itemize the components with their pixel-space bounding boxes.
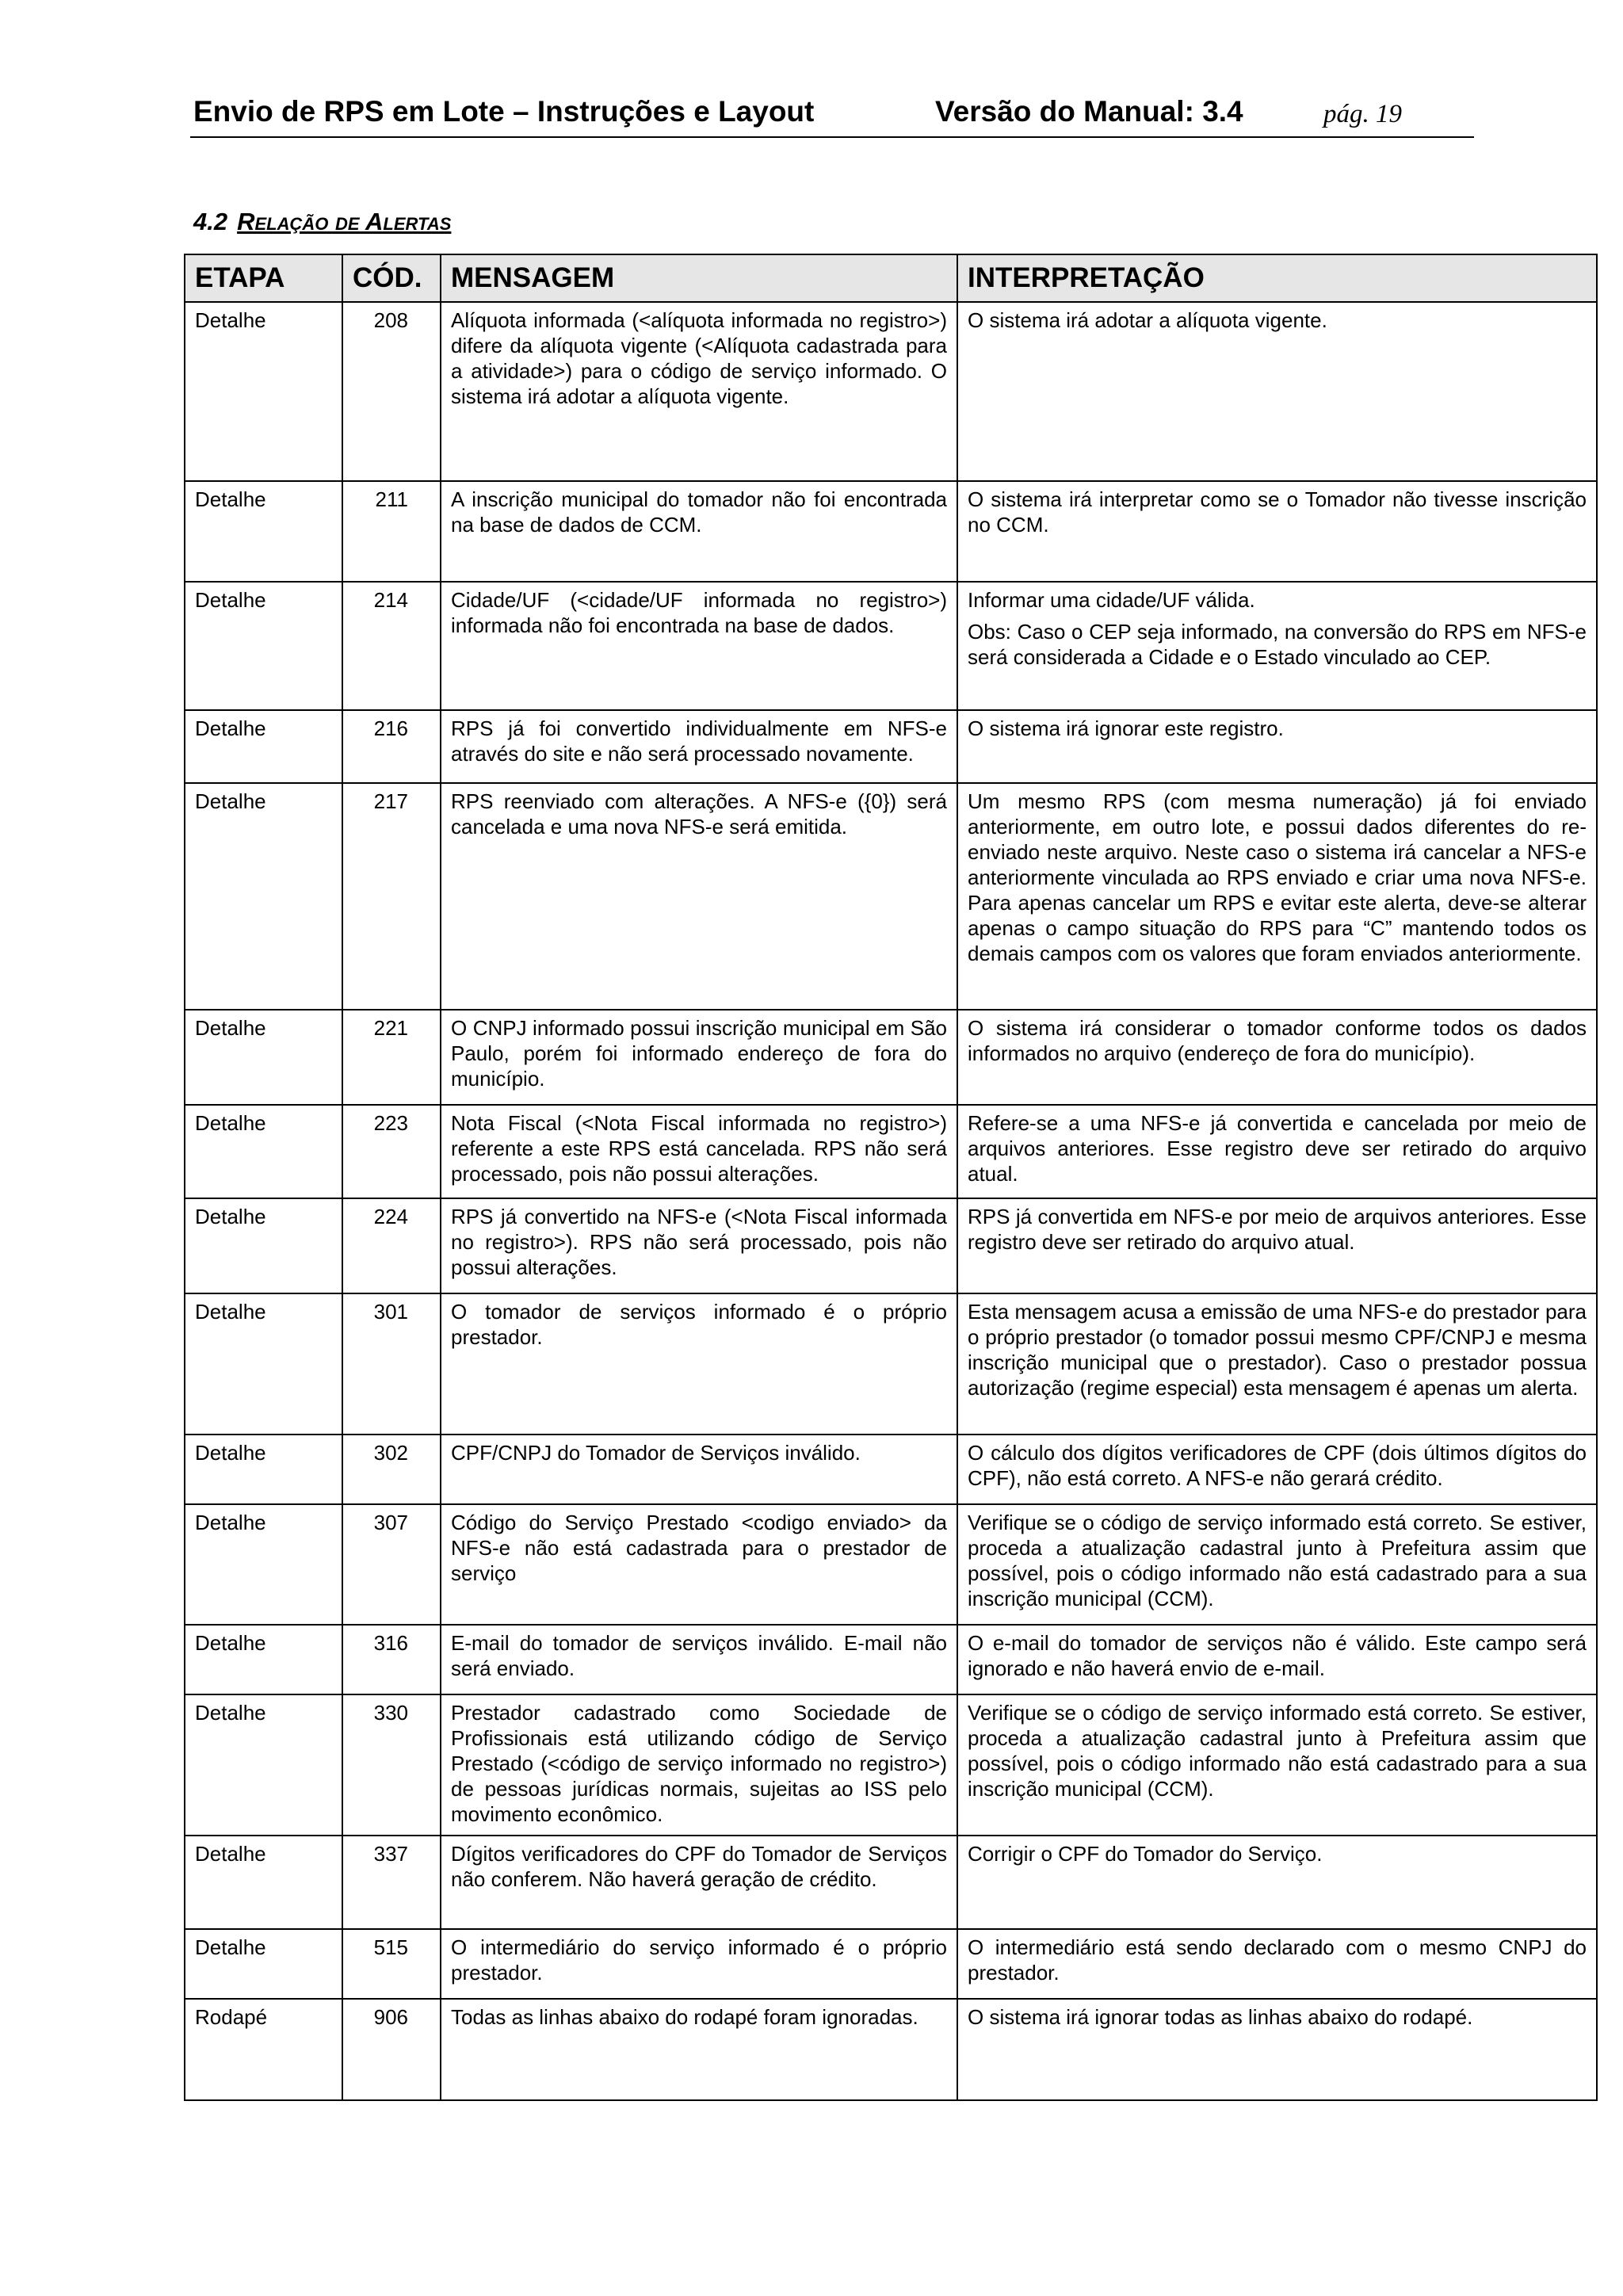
etapa-cell: Detalhe <box>185 582 342 710</box>
interpretation-cell <box>957 1929 1597 1999</box>
message-cell: Prestador cadastrado como Sociedade de Profissionais está utilizando código de Serviço Prestado (<código de serviço informado no registro>) de pessoas jurídicas normais, sujeitas ao ISS pelo movimento econômico. <box>441 1694 957 1836</box>
interpretation-text: Refere-se a uma NFS-e já convertida e cancelada por meio de arquivos anteriores. Esse registro deve ser retirado do arquivo atual. <box>968 1111 1587 1186</box>
code-cell: 211 <box>342 481 441 582</box>
page-number: pág. 19 <box>1323 100 1402 128</box>
code-cell: 214 <box>342 582 441 710</box>
column-header-mensagem: MENSAGEM <box>441 254 957 302</box>
interpretation-text: Obs: Caso o CEP seja informado, na conversão do RPS em NFS-e será considerada a Cidade e o Estado vinculado ao CEP. <box>968 620 1587 669</box>
interpretation-text: O sistema irá ignorar este registro. <box>968 716 1284 740</box>
table-row <box>185 1694 1597 1836</box>
table-row <box>185 1929 1597 1999</box>
etapa-cell: Detalhe <box>185 302 342 481</box>
code-cell: 337 <box>342 1836 441 1929</box>
interpretation-text: Informar uma cidade/UF válida. <box>968 588 1255 612</box>
message-cell: A inscrição municipal do tomador não foi encontrada na base de dados de CCM. <box>441 481 957 582</box>
etapa-cell: Detalhe <box>185 710 342 783</box>
interpretation-cell <box>957 1836 1597 1929</box>
interpretation-text: O sistema irá interpretar como se o Tomador não tivesse inscrição no CCM. <box>968 487 1587 537</box>
etapa-cell: Detalhe <box>185 481 342 582</box>
section-title: Relação de Alertas <box>237 208 452 235</box>
interpretation-text: Verifique se o código de serviço informado está correto. Se estiver, proceda a atualização cadastral junto à Prefeitura assim que possível, pois o código informado não está cadastrado para a sua inscrição municipal (CCM). <box>968 1701 1587 1801</box>
interpretation-cell <box>957 1198 1597 1293</box>
interpretation-text: O e-mail do tomador de serviços não é válido. Este campo será ignorado e não haverá envio de e-mail. <box>968 1631 1587 1680</box>
interpretation-text: O intermediário está sendo declarado com o mesmo CNPJ do prestador. <box>968 1935 1587 1985</box>
table-row <box>185 1293 1597 1435</box>
table-row <box>185 1105 1597 1198</box>
column-header-cod: CÓD. <box>342 254 441 302</box>
code-cell: 316 <box>342 1625 441 1694</box>
interpretation-cell <box>957 1435 1597 1504</box>
interpretation-cell <box>957 582 1597 710</box>
etapa-cell: Detalhe <box>185 1198 342 1293</box>
table-row <box>185 302 1597 481</box>
interpretation-cell <box>957 1625 1597 1694</box>
interpretation-cell <box>957 1504 1597 1625</box>
document-title: Envio de RPS em Lote – Instruções e Layout <box>193 95 815 128</box>
table-row <box>185 1999 1597 2100</box>
message-cell: O CNPJ informado possui inscrição municipal em São Paulo, porém foi informado endereço de fora do município. <box>441 1010 957 1105</box>
table-header-row <box>185 254 1597 302</box>
table-row <box>185 1010 1597 1105</box>
etapa-cell: Detalhe <box>185 1293 342 1435</box>
interpretation-text: Corrigir o CPF do Tomador do Serviço. <box>968 1842 1323 1866</box>
etapa-cell: Rodapé <box>185 1999 342 2100</box>
interpretation-text: Esta mensagem acusa a emissão de uma NFS-e do prestador para o próprio prestador (o tomador possui mesmo CPF/CNPJ e mesma inscrição municipal que o prestador). Caso o prestador possua autorização (regime especial) esta mensagem é apenas um alerta. <box>968 1300 1587 1400</box>
message-cell: E-mail do tomador de serviços inválido. E-mail não será enviado. <box>441 1625 957 1694</box>
code-cell: 301 <box>342 1293 441 1435</box>
table-row <box>185 582 1597 710</box>
interpretation-cell <box>957 783 1597 1010</box>
code-cell: 302 <box>342 1435 441 1504</box>
code-cell: 906 <box>342 1999 441 2100</box>
message-cell: RPS já convertido na NFS-e (<Nota Fiscal informada no registro>). RPS não será processado, pois não possui alterações. <box>441 1198 957 1293</box>
code-cell: 221 <box>342 1010 441 1105</box>
table-row <box>185 710 1597 783</box>
page-header <box>190 94 1474 138</box>
interpretation-text: RPS já convertida em NFS-e por meio de arquivos anteriores. Esse registro deve ser retirado do arquivo atual. <box>968 1205 1587 1254</box>
code-cell: 223 <box>342 1105 441 1198</box>
etapa-cell: Detalhe <box>185 1010 342 1105</box>
interpretation-cell <box>957 1999 1597 2100</box>
interpretation-cell <box>957 1694 1597 1836</box>
table-row <box>185 783 1597 1010</box>
manual-version: Versão do Manual: 3.4 <box>935 95 1243 128</box>
message-cell: Alíquota informada (<alíquota informada no registro>) difere da alíquota vigente (<Alíquota cadastrada para a atividade>) para o código de serviço informado. O sistema irá adotar a alíquota vigente. <box>441 302 957 481</box>
etapa-cell: Detalhe <box>185 1105 342 1198</box>
message-cell: O tomador de serviços informado é o próprio prestador. <box>441 1293 957 1435</box>
alerts-table <box>184 254 1598 2101</box>
etapa-cell: Detalhe <box>185 783 342 1010</box>
message-cell: O intermediário do serviço informado é o próprio prestador. <box>441 1929 957 1999</box>
etapa-cell: Detalhe <box>185 1929 342 1999</box>
column-header-interpretacao: INTERPRETAÇÃO <box>957 254 1597 302</box>
message-cell: RPS reenviado com alterações. A NFS-e ({0}) será cancelada e uma nova NFS-e será emitida. <box>441 783 957 1010</box>
etapa-cell: Detalhe <box>185 1836 342 1929</box>
interpretation-text: Verifique se o código de serviço informado está correto. Se estiver, proceda a atualização cadastral junto à Prefeitura assim que possível, pois o código informado não está cadastrado para a sua inscrição municipal (CCM). <box>968 1511 1587 1610</box>
table-row <box>185 1836 1597 1929</box>
message-cell: Código do Serviço Prestado <codigo enviado> da NFS-e não está cadastrada para o prestador de serviço <box>441 1504 957 1625</box>
interpretation-cell <box>957 710 1597 783</box>
etapa-cell: Detalhe <box>185 1625 342 1694</box>
code-cell: 217 <box>342 783 441 1010</box>
message-cell: Cidade/UF (<cidade/UF informada no registro>) informada não foi encontrada na base de dados. <box>441 582 957 710</box>
code-cell: 307 <box>342 1504 441 1625</box>
etapa-cell: Detalhe <box>185 1504 342 1625</box>
table-row <box>185 481 1597 582</box>
etapa-cell: Detalhe <box>185 1694 342 1836</box>
code-cell: 224 <box>342 1198 441 1293</box>
interpretation-cell <box>957 1010 1597 1105</box>
etapa-cell: Detalhe <box>185 1435 342 1504</box>
table-row <box>185 1198 1597 1293</box>
interpretation-cell <box>957 1105 1597 1198</box>
table-row <box>185 1435 1597 1504</box>
table-row <box>185 1504 1597 1625</box>
message-cell: Nota Fiscal (<Nota Fiscal informada no registro>) referente a este RPS está cancelada. RPS não será processado, pois não possui alterações. <box>441 1105 957 1198</box>
interpretation-text: O sistema irá considerar o tomador conforme todos os dados informados no arquivo (endereço de fora do município). <box>968 1016 1587 1065</box>
interpretation-text: Um mesmo RPS (com mesma numeração) já foi enviado anteriormente, em outro lote, e possui dados diferentes do re-enviado neste arquivo. Neste caso o sistema irá cancelar a NFS-e anteriormente vinculada ao RPS enviado e criar uma nova NFS-e. Para apenas cancelar um RPS e evitar este alerta, deve-se alterar apenas o campo situação do RPS para “C” mantendo todos os demais campos com os valores que foram enviados anteriormente. <box>968 789 1587 965</box>
code-cell: 515 <box>342 1929 441 1999</box>
interpretation-text: O sistema irá adotar a alíquota vigente. <box>968 308 1327 332</box>
section-heading <box>193 208 451 236</box>
message-cell: CPF/CNPJ do Tomador de Serviços inválido. <box>441 1435 957 1504</box>
column-header-etapa: ETAPA <box>185 254 342 302</box>
interpretation-cell <box>957 302 1597 481</box>
message-cell: Todas as linhas abaixo do rodapé foram ignoradas. <box>441 1999 957 2100</box>
code-cell: 216 <box>342 710 441 783</box>
section-number: 4.2 <box>193 208 228 235</box>
interpretation-text: O cálculo dos dígitos verificadores de CPF (dois últimos dígitos do CPF), não está correto. A NFS-e não gerará crédito. <box>968 1441 1587 1490</box>
interpretation-text: O sistema irá ignorar todas as linhas abaixo do rodapé. <box>968 2005 1473 2029</box>
message-cell: Dígitos verificadores do CPF do Tomador de Serviços não conferem. Não haverá geração de crédito. <box>441 1836 957 1929</box>
message-cell: RPS já foi convertido individualmente em NFS-e através do site e não será processado novamente. <box>441 710 957 783</box>
code-cell: 330 <box>342 1694 441 1836</box>
table-row <box>185 1625 1597 1694</box>
interpretation-cell <box>957 1293 1597 1435</box>
code-cell: 208 <box>342 302 441 481</box>
interpretation-cell <box>957 481 1597 582</box>
